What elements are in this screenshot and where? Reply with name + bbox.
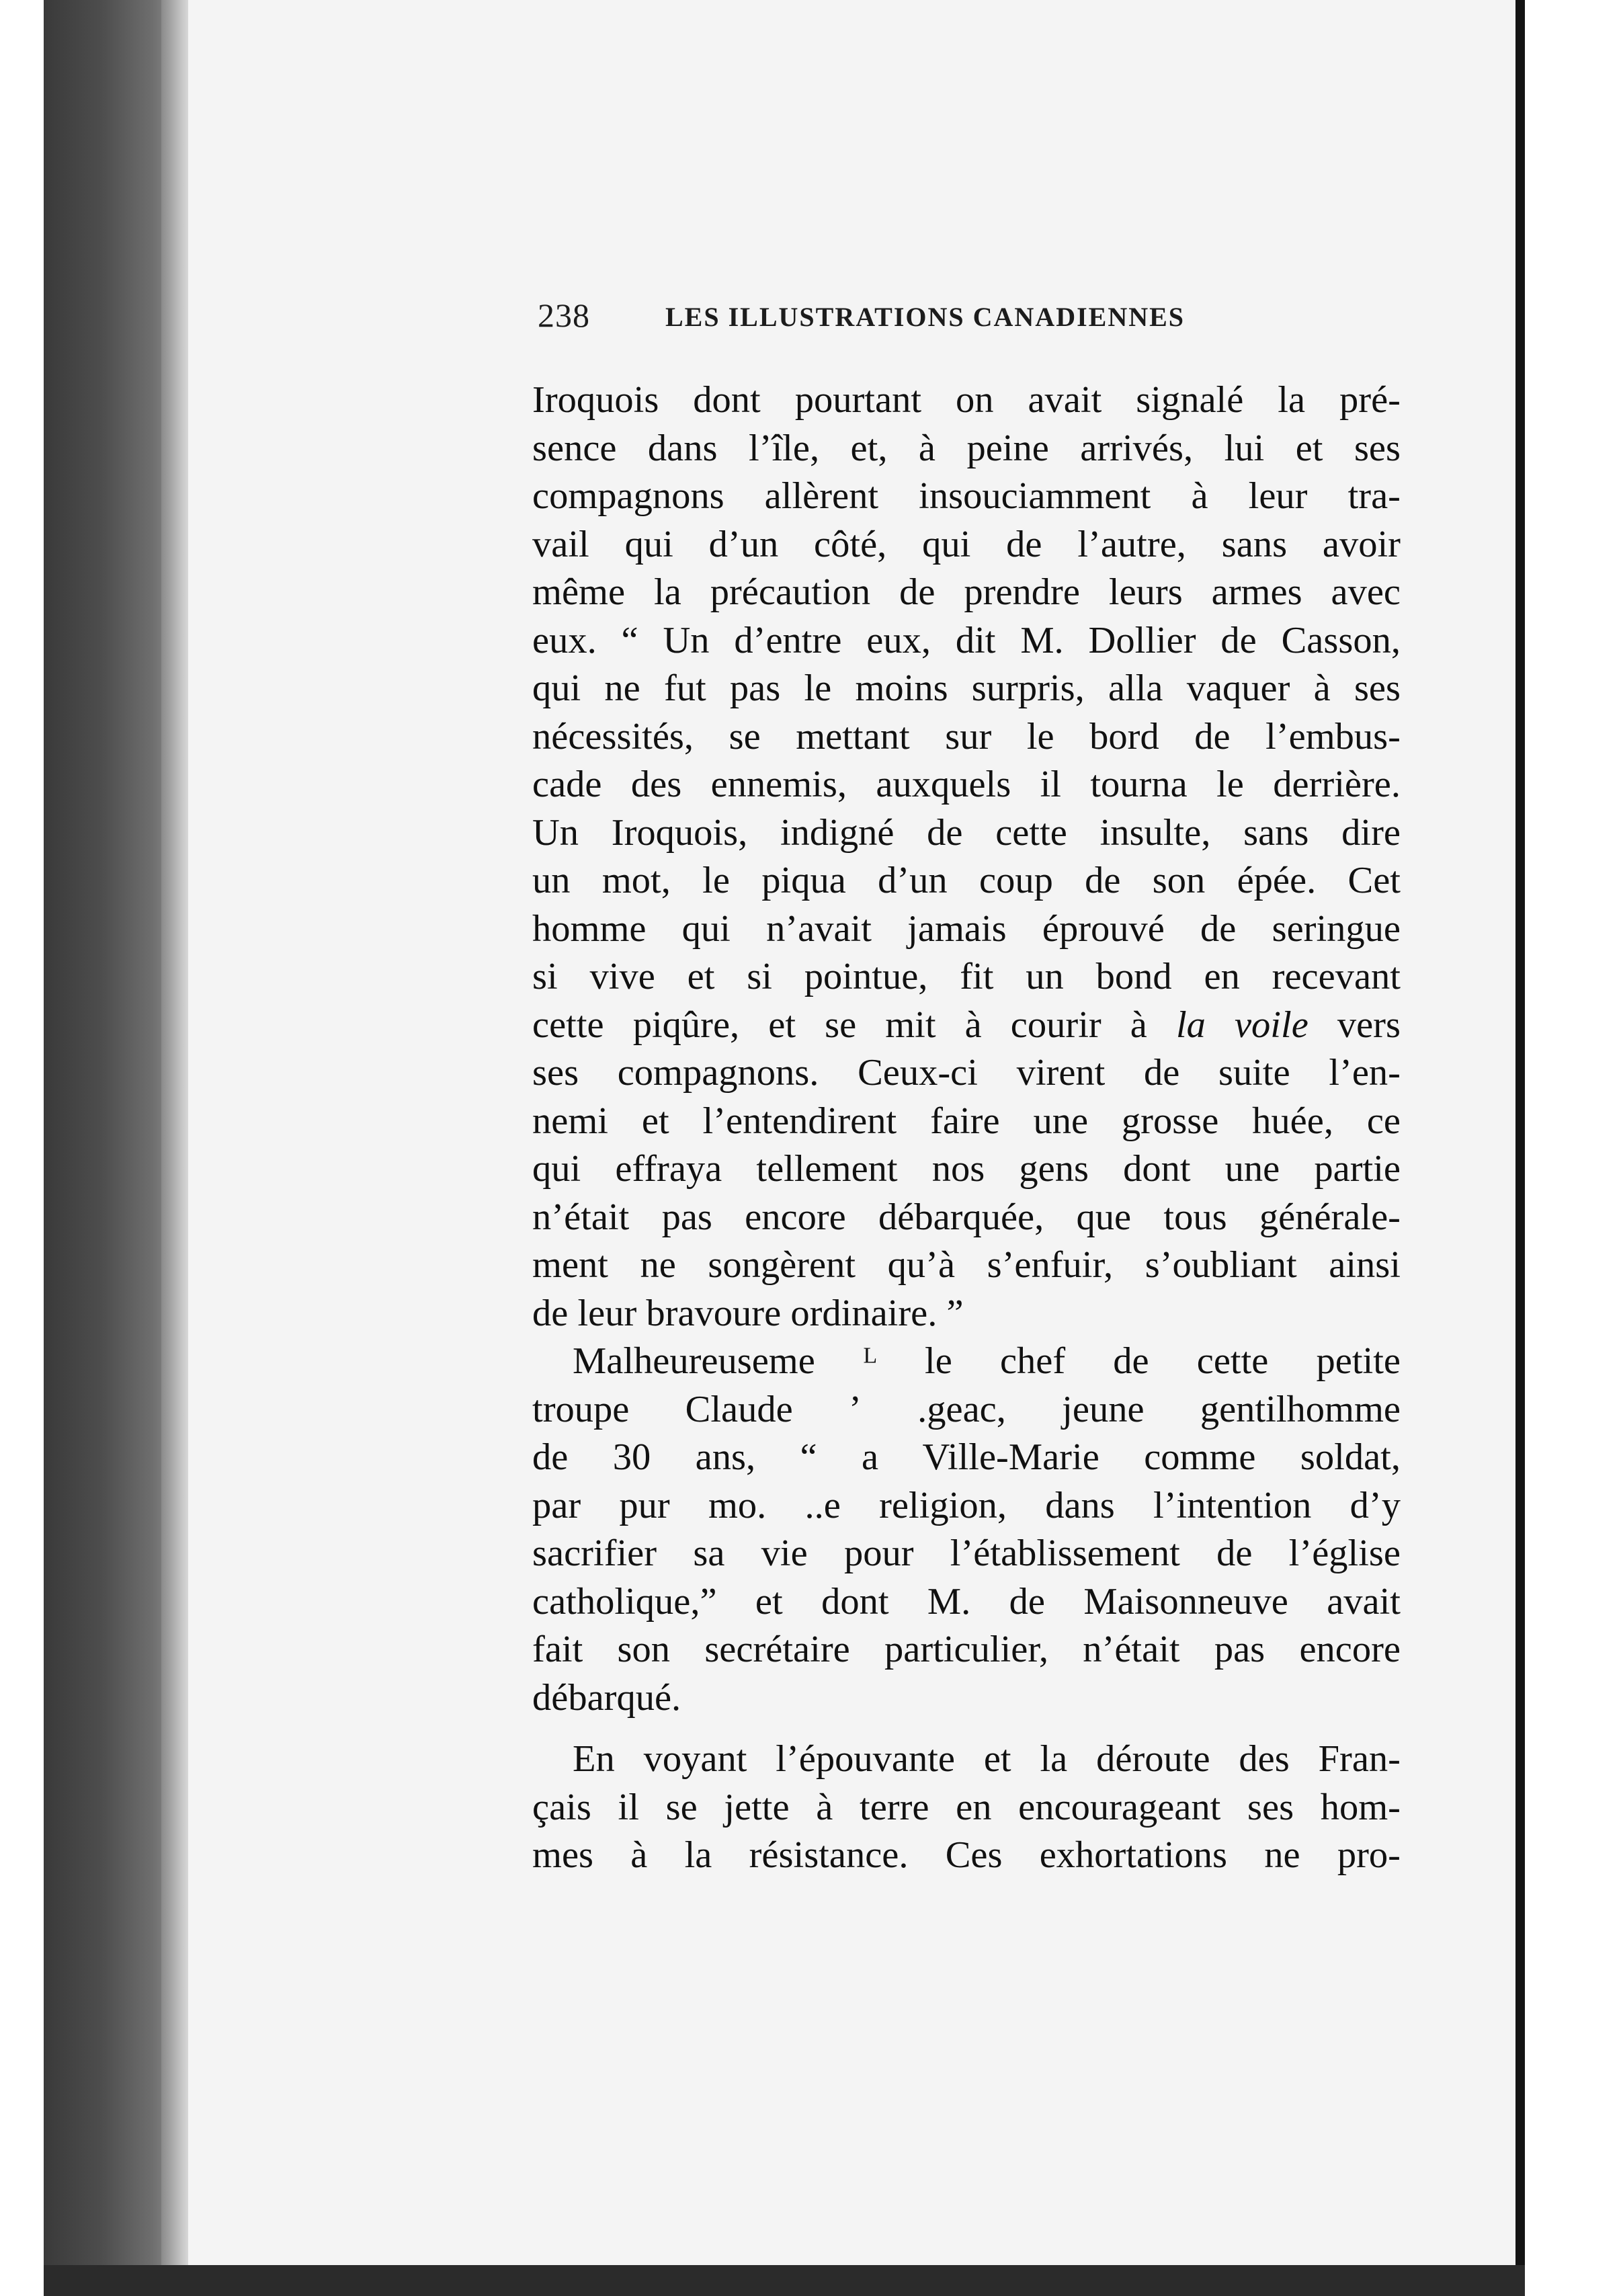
text-line: homme qui n’avait jamais éprouvé de seringue xyxy=(532,907,1401,950)
scan-bottom-band xyxy=(44,2265,1525,2296)
text-line: cade des ennemis, auxquels il tourna le derrière. xyxy=(532,764,1401,805)
text-line: un mot, le piqua d’un coup de son épée. Cet xyxy=(532,860,1401,901)
text-line: nécessités, se mettant sur le bord de l’embus- xyxy=(532,715,1401,757)
text-line: cette piqûre, et se mit à courir à la voile vers xyxy=(532,1003,1401,1046)
text-line: qui effraya tellement nos gens dont une partie xyxy=(532,1148,1401,1190)
text-line: Un Iroquois, indigné de cette insulte, sans dire xyxy=(532,811,1401,854)
running-head xyxy=(538,296,1284,350)
text-line: troupe Claude ʼ .geac, jeune gentilhomme xyxy=(532,1388,1401,1430)
italic-phrase: la voile xyxy=(1175,1003,1308,1046)
page-right-border xyxy=(1515,0,1525,2296)
text-line: par pur mo. ..e religion, dans l’intention d’y xyxy=(532,1484,1401,1526)
text-line: En voyant l’épouvante et la déroute des Fran- xyxy=(573,1738,1401,1780)
text-line: débarqué. xyxy=(532,1676,681,1719)
text-line: sence dans l’île, et, à peine arrivés, lui et ses xyxy=(532,427,1401,469)
text-line: compagnons allèrent insouciamment à leur tra- xyxy=(532,475,1401,517)
text-line: même la précaution de prendre leurs armes avec xyxy=(532,571,1401,613)
running-title: LES ILLUSTRATIONS CANADIENNES xyxy=(665,302,1186,332)
text-line: si vive et si pointue, fit un bond en recevant xyxy=(532,956,1401,997)
text-line: sacrifier sa vie pour l’établissement de l’église xyxy=(532,1532,1401,1574)
scan-right-margin xyxy=(1525,0,1621,2296)
text-line: qui ne fut pas le moins surpris, alla vaquer à ses xyxy=(532,667,1401,709)
text-line: catholique,” et dont M. de Maisonneuve avait xyxy=(532,1580,1401,1623)
text-line: nemi et l’entendirent faire une grosse huée, ce xyxy=(532,1100,1401,1142)
text-line: Malheureuseme ᴸ le chef de cette petite xyxy=(573,1340,1401,1382)
text-line: çais il se jette à terre en encourageant ses hom- xyxy=(532,1786,1401,1828)
text-line: ment ne songèrent qu’à s’enfuir, s’oubliant ainsi xyxy=(532,1244,1401,1286)
paragraph-gap xyxy=(532,1722,1401,1735)
text-line: de 30 ans, “ a Ville-Marie comme soldat, xyxy=(532,1436,1401,1478)
spine-edge xyxy=(161,0,188,2296)
text-line: de leur bravoure ordinaire. ” xyxy=(532,1292,964,1334)
text-line: Iroquois dont pourtant on avait signalé la pré- xyxy=(532,379,1401,421)
text-line: ses compagnons. Ceux-ci virent de suite l’en- xyxy=(532,1052,1401,1094)
text-line: fait son secrétaire particulier, n’était pas encore xyxy=(532,1629,1401,1670)
scan-left-margin xyxy=(0,0,44,2296)
page-number: 238 xyxy=(538,296,590,334)
text-line: n’était pas encore débarquée, que tous générale- xyxy=(532,1196,1401,1238)
body-text xyxy=(532,376,1401,1880)
text-line: eux. “ Un d’entre eux, dit M. Dollier de Casson, xyxy=(532,619,1401,661)
text-line: mes à la résistance. Ces exhortations ne pro- xyxy=(532,1834,1401,1876)
text-line: vail qui d’un côté, qui de l’autre, sans avoir xyxy=(532,523,1401,565)
